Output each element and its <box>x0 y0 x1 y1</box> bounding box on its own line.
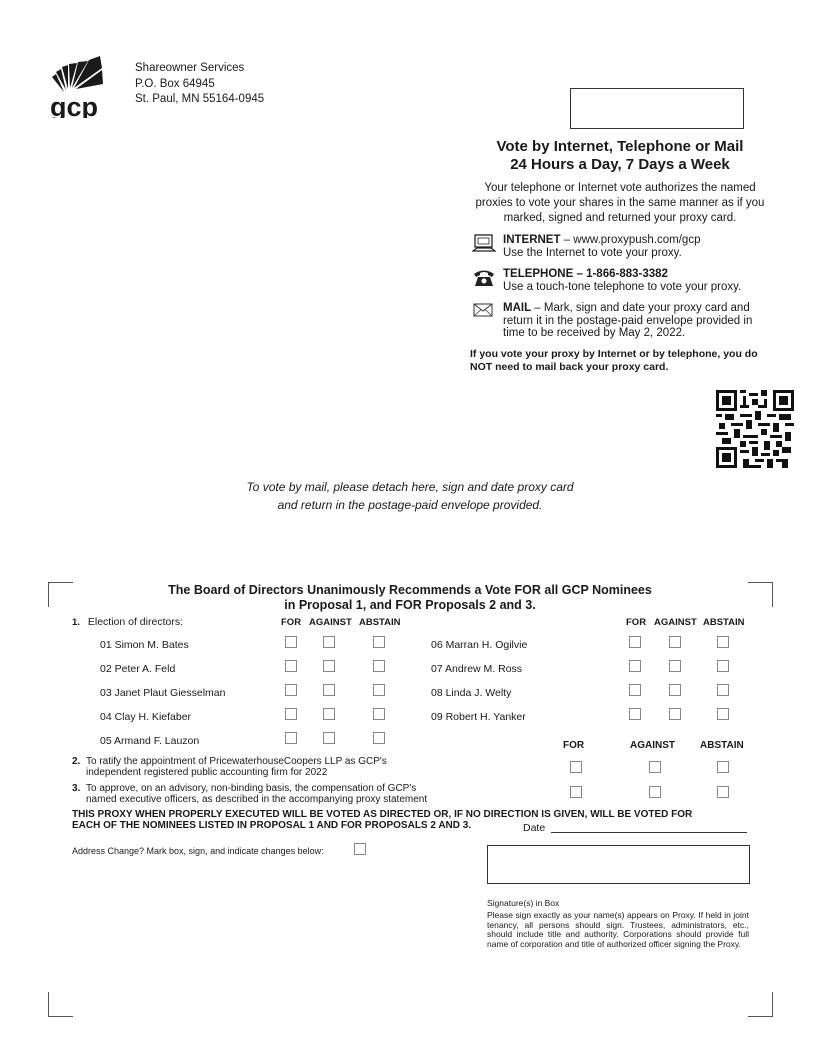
vote-for-checkbox[interactable] <box>285 732 297 744</box>
nominee-name: 07 Andrew M. Ross <box>431 663 523 675</box>
proposal-3-text: named executive officers, as described in the accompanying proxy statement <box>86 794 428 805</box>
signature-label: Signature(s) in Box <box>487 898 560 908</box>
col-header-for: FOR <box>281 617 302 628</box>
proposal-2 <box>72 756 387 778</box>
internet-desc: Use the Internet to vote your proxy. <box>503 246 682 259</box>
vote-abstain-checkbox[interactable] <box>717 660 729 672</box>
col-header-abstain: ABSTAIN <box>703 617 745 628</box>
proxy-line: EACH OF THE NOMINEES LISTED IN PROPOSAL 1 AND FOR PROPOSALS 2 AND 3. <box>72 820 472 831</box>
telephone-desc: Use a touch-tone telephone to vote your proxy. <box>503 280 742 293</box>
col-header-against: AGAINST <box>654 617 697 628</box>
vote-title <box>470 138 770 174</box>
gcp-logo <box>50 52 106 118</box>
internet-url[interactable]: – www.proxypush.com/gcp <box>560 234 701 246</box>
col-header-abstain: ABSTAIN <box>359 617 401 628</box>
nominee-name: 02 Peter A. Feld <box>100 663 176 675</box>
signature-box[interactable] <box>487 845 750 884</box>
address-line: Shareowner Services <box>135 62 245 74</box>
vote-against-checkbox[interactable] <box>323 636 335 648</box>
vote-for-checkbox[interactable] <box>570 786 582 798</box>
vote-against-checkbox[interactable] <box>649 786 661 798</box>
vote-against-checkbox[interactable] <box>323 732 335 744</box>
vote-abstain-checkbox[interactable] <box>717 786 729 798</box>
return-address <box>135 61 264 108</box>
col-header-against: AGAINST <box>630 740 675 751</box>
vote-abstain-checkbox[interactable] <box>373 684 385 696</box>
proposal-3-text: To approve, on an advisory, non-binding basis, the compensation of GCP's <box>86 783 417 794</box>
col-header-for: FOR <box>626 617 647 628</box>
proposal-3 <box>72 783 427 805</box>
vote-abstain-checkbox[interactable] <box>717 761 729 773</box>
mail-label: MAIL <box>503 302 532 314</box>
vote-for-checkbox[interactable] <box>285 684 297 696</box>
vote-title-line: Vote by Internet, Telephone or Mail <box>496 138 744 155</box>
vote-against-checkbox[interactable] <box>323 660 335 672</box>
vote-against-checkbox[interactable] <box>323 684 335 696</box>
board-recommendation <box>110 583 710 613</box>
vote-abstain-checkbox[interactable] <box>373 636 385 648</box>
vote-for-checkbox[interactable] <box>629 660 641 672</box>
no-mail-note: If you vote your proxy by Internet or by telephone, you do NOT need to mail back your proxy card. <box>470 348 758 373</box>
vote-against-checkbox[interactable] <box>649 761 661 773</box>
nominee-name: 06 Marran H. Ogilvie <box>431 639 528 651</box>
nominee-name: 03 Janet Plaut Giesselman <box>100 687 226 699</box>
proposal-2-number: 2. <box>72 756 81 767</box>
date-label: Date <box>523 822 546 834</box>
vote-for-checkbox[interactable] <box>285 660 297 672</box>
vote-against-checkbox[interactable] <box>323 708 335 720</box>
vote-against-checkbox[interactable] <box>669 708 681 720</box>
address-line: P.O. Box 64945 <box>135 77 215 90</box>
telephone-label: TELEPHONE <box>503 268 574 280</box>
vote-title-line: 24 Hours a Day, 7 Days a Week <box>510 156 730 173</box>
vote-abstain-checkbox[interactable] <box>373 660 385 672</box>
nominee-name: 08 Linda J. Welty <box>431 687 512 699</box>
crop-mark <box>748 992 773 1017</box>
telephone-icon <box>472 268 496 286</box>
detach-line: To vote by mail, please detach here, sign and date proxy card <box>246 480 574 494</box>
logo-text: gcp <box>50 92 99 118</box>
vote-against-checkbox[interactable] <box>669 684 681 696</box>
signature-instructions: Please sign exactly as your name(s) appears on Proxy. If held in joint tenancy, all persons should sign. Trustees, administrators, etc., should include title and authority. Corporations should provide full name of corporation and title of authorized officer signing the Proxy. <box>487 910 749 949</box>
vote-abstain-checkbox[interactable] <box>717 708 729 720</box>
telephone-number: – 1-866-883-3382 <box>573 268 668 280</box>
mail-method <box>472 302 777 342</box>
proposal-2-text: To ratify the appointment of PricewaterhouseCoopers LLP as GCP's <box>86 756 387 767</box>
vote-for-checkbox[interactable] <box>285 636 297 648</box>
vote-for-checkbox[interactable] <box>629 636 641 648</box>
envelope-icon <box>472 302 496 320</box>
nominee-name: 09 Robert H. Yanker <box>431 711 526 723</box>
proxy-statement <box>72 809 772 831</box>
vote-for-checkbox[interactable] <box>629 708 641 720</box>
vote-for-checkbox[interactable] <box>629 684 641 696</box>
crop-mark <box>748 582 773 607</box>
item1-number: 1. <box>72 617 80 628</box>
item1-heading <box>72 616 183 628</box>
vote-against-checkbox[interactable] <box>669 636 681 648</box>
proposal-2-text: independent registered public accounting firm for 2022 <box>86 767 328 778</box>
nominee-name: 05 Armand F. Lauzon <box>100 735 200 747</box>
nominee-name: 04 Clay H. Kiefaber <box>100 711 192 723</box>
vote-abstain-checkbox[interactable] <box>717 684 729 696</box>
vote-for-checkbox[interactable] <box>285 708 297 720</box>
detach-instructions <box>200 478 620 514</box>
control-number-box <box>570 88 744 129</box>
vote-intro: Your telephone or Internet vote authorizes the named proxies to vote your shares in the same manner as if you marked, signed and returned your proxy card. <box>475 182 765 224</box>
col-header-against: AGAINST <box>309 617 352 628</box>
vote-for-checkbox[interactable] <box>570 761 582 773</box>
nominee-name: 01 Simon M. Bates <box>100 639 189 651</box>
vote-abstain-checkbox[interactable] <box>373 732 385 744</box>
telephone-method <box>472 268 777 296</box>
vote-against-checkbox[interactable] <box>669 660 681 672</box>
crop-mark <box>48 992 73 1017</box>
item1-label: Election of directors: <box>87 616 183 628</box>
qr-code <box>716 390 794 468</box>
proposal-3-number: 3. <box>72 783 81 794</box>
vote-abstain-checkbox[interactable] <box>373 708 385 720</box>
vote-abstain-checkbox[interactable] <box>717 636 729 648</box>
computer-icon <box>472 234 496 252</box>
crop-mark <box>48 582 73 607</box>
internet-method <box>472 234 777 262</box>
board-line: in Proposal 1, and FOR Proposals 2 and 3. <box>284 598 536 612</box>
date-input[interactable] <box>551 832 747 833</box>
proxy-line: THIS PROXY WHEN PROPERLY EXECUTED WILL BE VOTED AS DIRECTED OR, IF NO DIRECTION IS GIVEN, WILL BE VOTED FOR <box>72 809 693 820</box>
board-line: The Board of Directors Unanimously Recommends a Vote FOR all GCP Nominees <box>168 583 652 597</box>
col-header-abstain: ABSTAIN <box>700 740 744 751</box>
col-header-for: FOR <box>563 740 585 751</box>
internet-label: INTERNET <box>503 234 561 246</box>
mail-desc: – Mark, sign and date your proxy card and return it in the postage-paid envelope provided in time to be received by May 2, 2022. <box>503 302 753 339</box>
detach-line: and return in the postage-paid envelope provided. <box>277 498 543 512</box>
address-change-label: Address Change? Mark box, sign, and indicate changes below: <box>72 846 324 856</box>
address-line: St. Paul, MN 55164-0945 <box>135 93 265 105</box>
address-change-checkbox[interactable] <box>354 843 366 855</box>
